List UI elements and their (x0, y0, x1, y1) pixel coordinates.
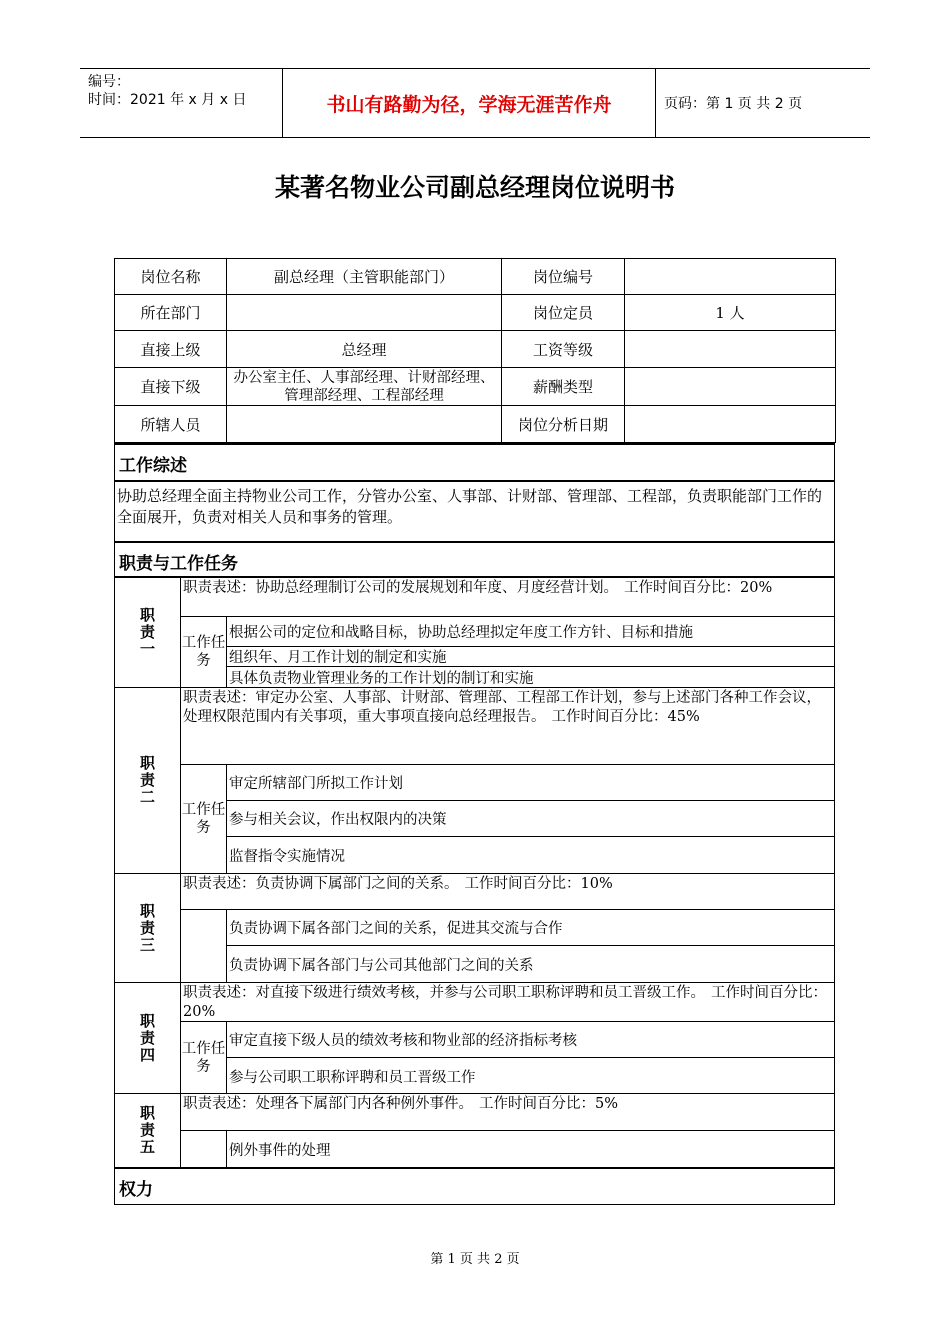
task-item: 监督指令实施情况 (229, 848, 345, 865)
duty-statement: 职责表述：负责协调下属部门之间的关系。 (183, 876, 459, 892)
duty-statement: 职责表述：协助总经理制订公司的发展规划和年度、月度经营计划。 (183, 580, 618, 596)
doc-number-label: 编号： (88, 74, 130, 90)
section-heading-power: 权力 (114, 1167, 835, 1205)
duty-label: 职责四 (115, 983, 181, 1093)
section-heading-summary: 工作综述 (114, 443, 835, 481)
task-item: 负责协调下属各部门与公司其他部门之间的关系 (229, 957, 534, 974)
info-value (625, 368, 836, 406)
task-item: 根据公司的定位和战略目标，协助总经理拟定年度工作方针、目标和措施 (227, 617, 834, 647)
info-label: 所在部门 (115, 295, 227, 331)
duty-block (114, 873, 835, 982)
info-label: 岗位定员 (502, 295, 625, 331)
job-description-form (114, 258, 835, 1205)
info-label: 所辖人员 (115, 406, 227, 443)
duty-block (114, 982, 835, 1093)
info-row (115, 259, 836, 295)
duty-block (114, 577, 835, 687)
task-label (181, 1131, 227, 1167)
task-item: 参与公司职工职称评聘和员工晋级工作 (229, 1069, 476, 1086)
task-label: 工作任务 (181, 617, 227, 687)
info-row (115, 295, 836, 331)
duty-label: 职责二 (115, 688, 181, 873)
info-label: 岗位名称 (115, 259, 227, 295)
info-row (115, 406, 836, 443)
duty-label: 职责三 (115, 874, 181, 982)
duty-time-percent: 工作时间百分比：5% (479, 1096, 619, 1112)
info-row (115, 331, 836, 368)
duty-block (114, 1093, 835, 1167)
task-item: 例外事件的处理 (229, 1142, 331, 1159)
task-item: 负责协调下属各部门之间的关系，促进其交流与合作 (227, 910, 834, 946)
duty-description (181, 578, 834, 617)
info-value (625, 259, 836, 295)
info-label: 岗位分析日期 (502, 406, 625, 443)
duty-description (181, 688, 834, 765)
info-value (227, 406, 502, 443)
duty-time-percent: 工作时间百分比：20% (183, 985, 827, 1020)
duty-description (181, 983, 834, 1022)
duty-statement: 职责表述：对直接下级进行绩效考核，并参与公司职工职称评聘和员工晋级工作。 (183, 985, 705, 1001)
section-heading-duties: 职责与工作任务 (114, 541, 835, 577)
info-row (115, 368, 836, 406)
task-item: 具体负责物业管理业务的工作计划的制订和实施 (229, 670, 534, 687)
task-label: 工作任务 (181, 1022, 227, 1094)
info-value: 副总经理（主管职能部门） (227, 259, 502, 295)
doc-time-label: 时间：2021 年 x 月 x 日 (88, 92, 247, 108)
info-label: 直接上级 (115, 331, 227, 368)
task-item: 审定直接下级人员的绩效考核和物业部的经济指标考核 (227, 1022, 834, 1058)
header-page-label: 页码：第 1 页 共 2 页 (664, 96, 803, 112)
task-label: 工作任务 (181, 765, 227, 873)
task-label (181, 910, 227, 982)
duty-label: 职责一 (115, 578, 181, 687)
page-footer: 第 1 页 共 2 页 (430, 1252, 520, 1267)
page-header (80, 68, 870, 138)
duty-statement: 职责表述：处理各下属部门内各种例外事件。 (183, 1096, 473, 1112)
header-left (88, 73, 246, 109)
info-label: 薪酬类型 (502, 368, 625, 406)
duty-description (181, 1094, 834, 1131)
info-value: 1 人 (625, 295, 836, 331)
duty-description (181, 874, 834, 910)
info-value: 办公室主任、人事部经理、计财部经理、管理部经理、工程部经理 (227, 368, 502, 406)
duty-time-percent: 工作时间百分比：20% (624, 580, 773, 596)
basic-info-table (114, 258, 836, 443)
info-value: 总经理 (227, 331, 502, 368)
duty-block (114, 687, 835, 873)
header-motto: 书山有路勤为径，学海无涯苦作舟 (282, 69, 656, 137)
task-item: 组织年、月工作计划的制定和实施 (227, 647, 834, 667)
summary-text: 协助总经理全面主持物业公司工作，分管办公室、人事部、计财部、管理部、工程部，负责职能部门工作的全面展开，负责对相关人员和事务的管理。 (114, 481, 835, 541)
info-label: 工资等级 (502, 331, 625, 368)
duty-time-percent: 工作时间百分比：10% (464, 876, 613, 892)
duty-label: 职责五 (115, 1094, 181, 1167)
document-title: 某著名物业公司副总经理岗位说明书 (274, 173, 675, 202)
task-item: 参与相关会议，作出权限内的决策 (227, 801, 834, 837)
info-value (625, 406, 836, 443)
task-item: 审定所辖部门所拟工作计划 (227, 765, 834, 801)
info-label: 直接下级 (115, 368, 227, 406)
info-value (227, 295, 502, 331)
info-label: 岗位编号 (502, 259, 625, 295)
duty-statement: 职责表述：审定办公室、人事部、计财部、管理部、工程部工作计划，参与上述部门各种工作会议，处理权限范围内有关事项，重大事项直接向总经理报告。 (183, 690, 821, 725)
info-value (625, 331, 836, 368)
duty-time-percent: 工作时间百分比：45% (551, 709, 700, 725)
